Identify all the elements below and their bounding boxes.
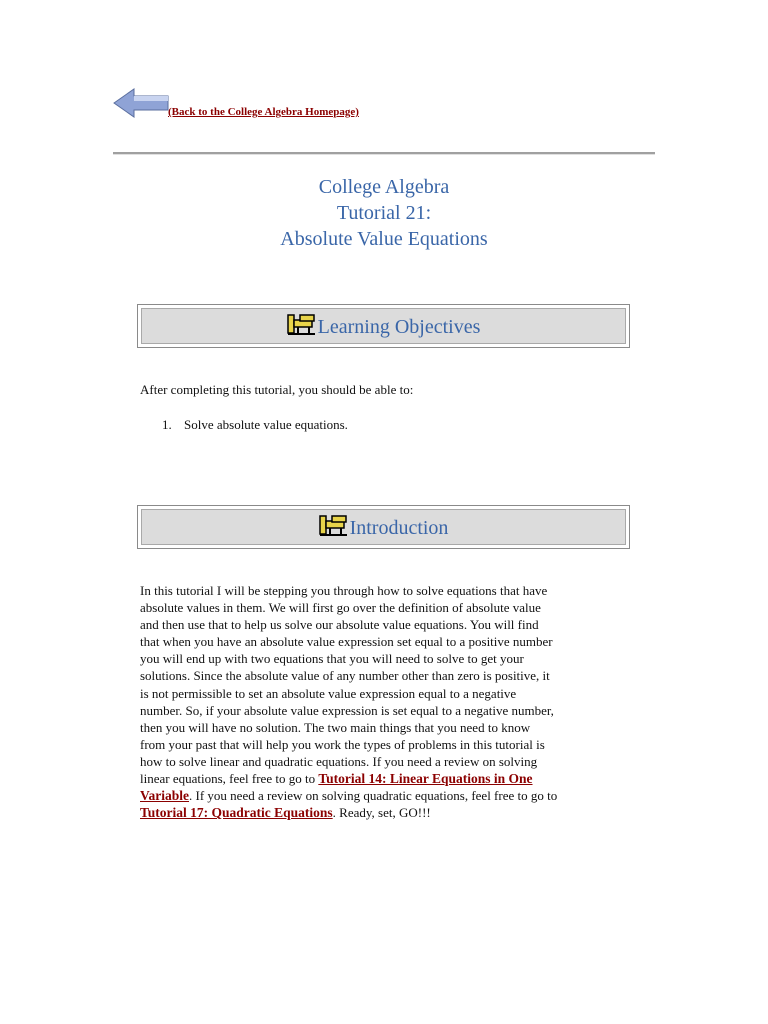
desk-icon bbox=[319, 514, 349, 538]
tutorial-14-link-cont[interactable]: Variable bbox=[140, 788, 190, 804]
title-line-topic: Absolute Value Equations bbox=[280, 228, 488, 250]
introduction-header bbox=[137, 505, 630, 549]
learning-objectives-header bbox=[137, 304, 630, 348]
introduction-title: Introduction bbox=[349, 517, 449, 539]
back-nav bbox=[112, 86, 512, 126]
tutorial-17-link[interactable]: Tutorial 17: Quadratic Equations bbox=[140, 805, 333, 821]
intro-text: . Ready, set, GO!!! bbox=[332, 805, 431, 821]
intro-line bbox=[140, 787, 632, 804]
back-to-homepage-link[interactable]: (Back to the College Algebra Homepage) bbox=[168, 106, 359, 118]
intro-line bbox=[140, 770, 632, 787]
back-arrow-icon[interactable] bbox=[112, 86, 170, 120]
objective-text: Solve absolute value equations. bbox=[184, 417, 348, 432]
intro-line: how to solve linear and quadratic equations. If you need a review on solving bbox=[140, 753, 538, 769]
intro-line: solutions. Since the absolute value of any number other than zero is positive, it bbox=[140, 668, 550, 684]
intro-text: . If you need a review on solving quadratic equations, feel free to go to bbox=[189, 788, 558, 804]
intro-line: that when you have an absolute value expression set equal to a positive number bbox=[140, 634, 553, 650]
intro-text: linear equations, feel free to go to bbox=[140, 771, 319, 787]
objective-number: 1. bbox=[162, 417, 172, 432]
objectives-intro: After completing this tutorial, you should be able to: bbox=[140, 382, 414, 397]
tutorial-14-link[interactable]: Tutorial 14: Linear Equations in One bbox=[318, 771, 533, 787]
intro-line: you will end up with two equations that you will need to solve to get your bbox=[140, 651, 524, 667]
intro-line: from your past that will help you work the types of problems in this tutorial is bbox=[140, 736, 545, 752]
desk-icon bbox=[287, 313, 317, 337]
horizontal-divider bbox=[113, 152, 655, 155]
intro-line: absolute values in them. We will first go over the definition of absolute value bbox=[140, 600, 541, 616]
page-title bbox=[0, 174, 768, 252]
intro-line bbox=[140, 804, 632, 821]
intro-line: is not permissible to set an absolute value expression equal to a negative bbox=[140, 685, 517, 701]
intro-line: In this tutorial I will be stepping you through how to solve equations that have bbox=[140, 583, 548, 598]
title-line-tutorial: Tutorial 21: bbox=[336, 202, 432, 224]
introduction-paragraph bbox=[140, 582, 632, 821]
intro-line: number. So, if your absolute value expression is set equal to a negative number, bbox=[140, 702, 554, 718]
intro-line: and then use that to help us solve our absolute value equations. You will find bbox=[140, 617, 539, 633]
objective-item bbox=[162, 417, 348, 433]
learning-objectives-title: Learning Objectives bbox=[317, 316, 481, 338]
intro-line: then you will have no solution. The two main things that you need to know bbox=[140, 719, 531, 735]
title-line-course: College Algebra bbox=[318, 176, 450, 198]
